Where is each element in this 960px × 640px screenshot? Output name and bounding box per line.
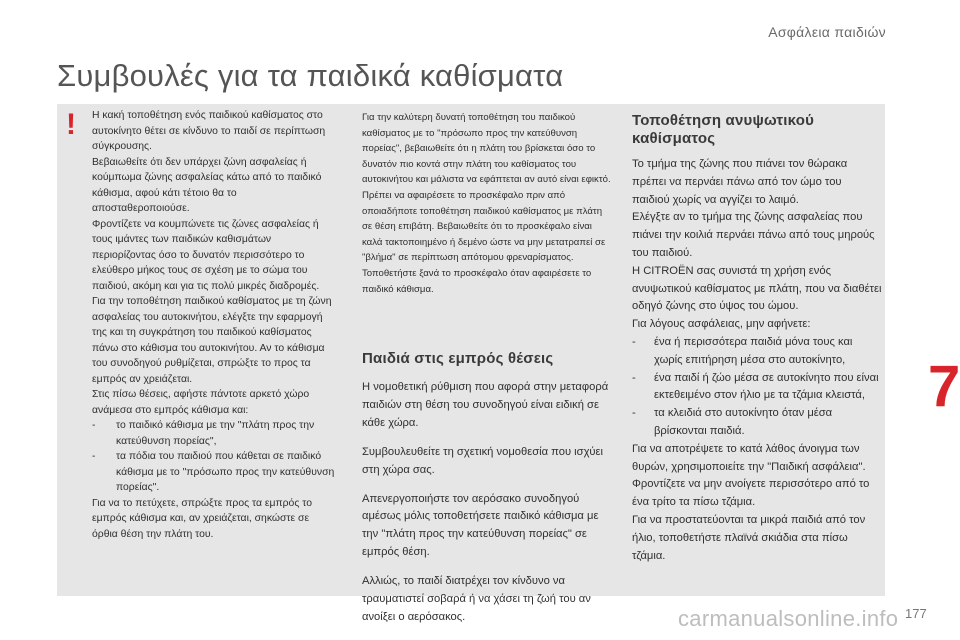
- paragraph: Για λόγους ασφάλειας, μην αφήνετε:: [632, 318, 811, 331]
- column-warnings: [92, 108, 337, 542]
- paragraph: Φροντίζετε να μην ανοίγετε περισσότερο από το ένα τρίτο τα πίσω τζάμια.: [632, 478, 870, 509]
- paragraph: Το τμήμα της ζώνης που πιάνει τον θώρακα πρέπει να περνάει πάνω από τον ώμο του παιδιού χωρίς να αγγίζει το λαιμό.: [632, 158, 848, 206]
- watermark: carmanualsonline.info: [678, 606, 899, 631]
- list-item: - ένα ή περισσότερα παιδιά μόνα τους και χωρίς επιτήρηση μέσα στο αυτοκίνητο,: [632, 335, 853, 366]
- paragraph: Για την τοποθέτηση παιδικού καθίσματος με τη ζώνη ασφαλείας του αυτοκινήτου, ελέγξτε την εφαρμογή της και τη συγκράτηση του παιδικού καθίσματος πάνω στο κάθισμα του αυτοκινήτου. Αν το κάθισμα του συνοδηγού ρυθμίζεται, σπρώξτε το προς τα εμπρός αν χρειάζεται.: [92, 296, 332, 385]
- section-label: Ασφάλεια παιδιών: [768, 24, 886, 40]
- paragraph: Απενεργοποιήστε τον αερόσακο συνοδηγού αμέσως μόλις τοποθετήσετε παιδικό κάθισμα με την "πλάτη προς την κατεύθυνση πορείας" σε εμπρός θέση.: [362, 492, 599, 558]
- paragraph: Στις πίσω θέσεις, αφήστε πάντοτε αρκετό χώρο ανάμεσα στο εμπρός κάθισμα και:: [92, 389, 310, 416]
- list-item: - τα κλειδιά στο αυτοκίνητο όταν μέσα βρίσκονται παιδιά.: [632, 407, 833, 437]
- paragraph: Φροντίζετε να κουμπώνετε τις ζώνες ασφαλείας ή τους ιμάντες των παιδικών καθισμάτων περιορίζοντας όσο το δυνατόν περισσότερο το ελεύθερο μήκος τους σε σχέση με το σώμα του παιδιού, ακόμη και για τις πολύ μικρές διαδρομές.: [92, 218, 320, 292]
- paragraph: Βεβαιωθείτε ότι δεν υπάρχει ζώνη ασφαλείας ή κούμπωμα ζώνης ασφαλείας κάτω από το παιδικό κάθισμα, αφού κάτι τέτοιο θα το αποσταθεροποιούσε.: [92, 156, 322, 214]
- page-title: Συμβουλές για τα παιδικά καθίσματα: [57, 58, 564, 93]
- paragraph: Η νομοθετική ρύθμιση που αφορά στην μεταφορά παιδιών στη θέση του συνοδηγού είναι ειδική σε κάθε χώρα.: [362, 381, 609, 429]
- warning-icon: !: [66, 108, 76, 141]
- list-item: - τα πόδια του παιδιού που κάθεται σε παιδικό κάθισμα με το "πρόσωπο προς την κατεύθυνση πορείας".: [92, 451, 335, 493]
- front-seats-section: [362, 350, 617, 638]
- chapter-number: 7: [928, 354, 960, 419]
- paragraph: Η CITROËN σας συνιστά τη χρήση ενός ανυψωτικού καθίσματος με πλάτη, που να διαθέτει οδηγό ζώνης στο ύψος του ώμου.: [632, 264, 882, 313]
- paragraph: Για να το πετύχετε, σπρώξτε προς τα εμπρός το εμπρός κάθισμα και, αν χρειάζεται, σηκώστε σε όρθια θέση την πλάτη του.: [92, 497, 312, 540]
- paragraph: Για να αποτρέψετε το κατά λάθος άνοιγμα των θυρών, χρησιμοποιείτε την "Παιδική ασφάλεια".: [632, 442, 866, 473]
- section-heading: Τοποθέτηση ανυψωτικού καθίσματος: [632, 112, 815, 147]
- page-number: 177: [905, 606, 927, 621]
- paragraph: Η κακή τοποθέτηση ενός παιδικού καθίσματος στο αυτοκίνητο θέτει σε κίνδυνο το παιδί σε περίπτωση σύγκρουσης.: [92, 110, 326, 152]
- paragraph: Για την καλύτερη δυνατή τοποθέτηση του παιδικού καθίσματος με το "πρόσωπο προς την κατεύθυνση πορείας", βεβαιωθείτε ότι η πλάτη του βρίσκεται όσο το δυνατόν πιο κοντά στην πλάτη του καθίσματος του αυτοκινήτου και μάλιστα να εφάπτεται αν αυτό είναι εφικτό.: [362, 112, 611, 186]
- paragraph: Αλλιώς, το παιδί διατρέχει τον κίνδυνο να τραυματιστεί σοβαρά ή να χάσει τη ζωή του αν ανοίξει ο αερόσακος.: [362, 574, 591, 623]
- list-item: - ένα παιδί ή ζώο μέσα σε αυτοκίνητο που είναι εκτεθειμένο στον ήλιο με τα τζάμια κλειστά,: [632, 371, 879, 402]
- column-headrest-notes: [362, 110, 614, 297]
- booster-seat-section: [632, 112, 882, 565]
- section-heading: Παιδιά στις εμπρός θέσεις: [362, 350, 554, 367]
- paragraph: Ελέγξτε αν το τμήμα της ζώνης ασφαλείας που πιάνει την κοιλιά περνάει πάνω από τους μηρούς του παιδιού.: [632, 211, 875, 259]
- paragraph: Πρέπει να αφαιρέσετε το προσκέφαλο πριν από οποιαδήποτε τοποθέτηση παιδικού καθίσματος με πλάτη σε θέση επιβάτη. Βεβαιωθείτε ότι το προσκέφαλο είναι καλά τακτοποιημένο ή δεμένο ώστε να μην μετατραπεί σε "βλήμα" σε περίπτωση απότομου φρεναρίσματος. Τοποθετήστε ξανά το προσκέφαλο όταν αφαιρέσετε το παιδικό κάθισμα.: [362, 189, 606, 295]
- paragraph: Συμβουλευθείτε τη σχετική νομοθεσία που ισχύει στη χώρα σας.: [362, 445, 604, 476]
- paragraph: Για να προστατεύονται τα μικρά παιδιά από τον ήλιο, τοποθετήστε πλαϊνά σκιάδια στα πίσω τζάμια.: [632, 513, 866, 562]
- list-item: - το παιδικό κάθισμα με την "πλάτη προς την κατεύθυνση πορείας",: [92, 420, 315, 447]
